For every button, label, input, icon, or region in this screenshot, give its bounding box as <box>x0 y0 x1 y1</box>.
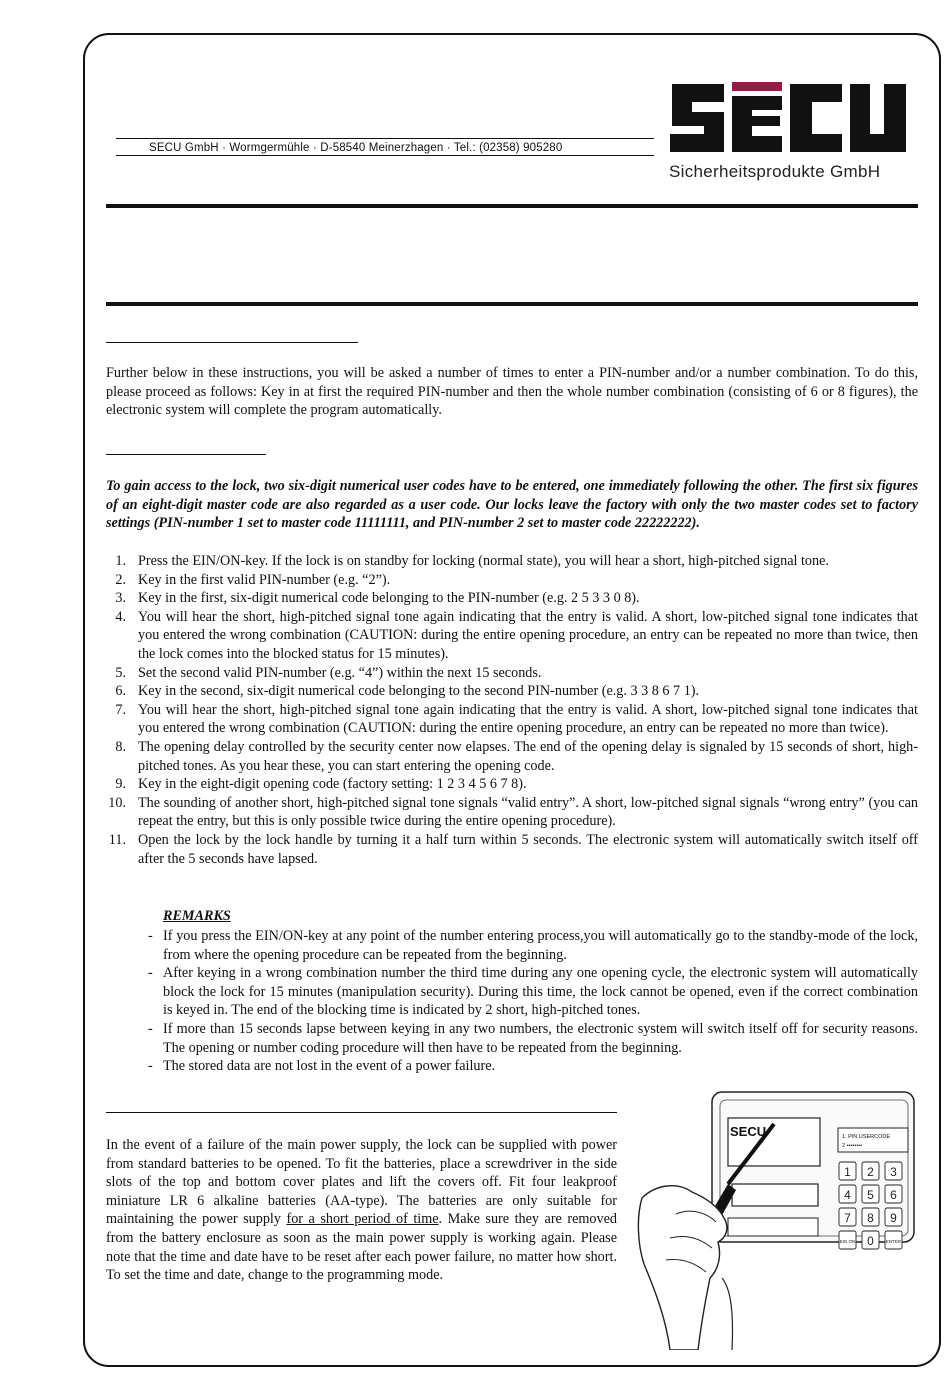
key-4: 4 <box>844 1188 851 1202</box>
key-1: 1 <box>844 1165 851 1179</box>
logo-subtitle: Sicherheitsprodukte GmbH <box>669 162 881 181</box>
list-item: 11. Open the lock by the lock handle by turning it a half turn within 5 seconds. The electronic system will automatically switch itself off after the 5 seconds have lapsed. <box>108 831 918 867</box>
list-item: 3. Key in the first, six-digit numerical code belonging to the PIN-number (e.g. 2 5 3 3 0 8). <box>115 590 640 607</box>
key-0: 0 <box>867 1234 874 1248</box>
key-ein-on: EIN ON <box>839 1239 856 1244</box>
header-rule-top <box>106 204 918 208</box>
list-item: 1. Press the EIN/ON-key. If the lock is on standby for locking (normal state), you will hear a short, high-pitched signal tone. <box>115 553 829 569</box>
key-enter: ENTER <box>885 1239 902 1244</box>
list-item: 2. Key in the first valid PIN-number (e.g. “2”). <box>115 571 391 588</box>
display-line-2: 2 •••••••• <box>842 1143 862 1149</box>
list-item: 5. Set the second valid PIN-number (e.g. “4”) within the next 15 seconds. <box>115 664 542 681</box>
key-9: 9 <box>890 1211 897 1225</box>
display-line-1: 1. PIN USERCODE <box>842 1134 890 1140</box>
key-5: 5 <box>867 1188 874 1202</box>
header-rule-bottom <box>106 302 918 306</box>
list-item: 6. Key in the second, six-digit numerical code belonging to the second PIN-number (e.g. 3 3 8 6 7 1). <box>115 683 700 700</box>
list-item: - If more than 15 seconds lapse between keying in any two numbers, the electronic system will switch itself off for security reasons. The opening or number coding procedure will then have to be repeated from the beginning. <box>148 1020 918 1056</box>
key-7: 7 <box>844 1211 851 1225</box>
list-item: - After keying in a wrong combination number the third time during any one opening cycle, the electronic system will automatically block the lock for 15 minutes (manipulation security). During this time, the lock cannot be opened, even if the correct combination is keyed in. The end of the blocking time is indicated by 2 short, high-pitched tones. <box>148 965 918 1019</box>
list-item: 4. You will hear the short, high-pitched signal tone again indicating that the entry is valid. A short, low-pitched signal tone indicates that you entered the wrong combination (CAUTION: during the entire opening procedure, an entry can be repeated no more than twice, then the lock comes into the blocked status for 15 minutes). <box>115 608 918 662</box>
lock-battery-illustration <box>636 1088 918 1350</box>
key-2: 2 <box>867 1165 874 1179</box>
list-item: 10. The sounding of another short, high-pitched signal tone signals “valid entry”. A short, low-pitched signal signals “wrong entry” (you can repeat the entry, but this is only possible twice during the entire opening procedure). <box>108 794 918 830</box>
list-item: 7. You will hear the short, high-pitched signal tone again indicating that the entry is valid. A short, low-pitched signal tone indicates that you entered the wrong combination (CAUTION: during the entire opening procedure, an entry can be repeated no more than twice). <box>115 701 918 737</box>
key-3: 3 <box>890 1165 897 1179</box>
remarks-list <box>146 927 918 1076</box>
illustration-brand: SECU <box>730 1124 767 1139</box>
section-rule-intro <box>106 342 358 343</box>
list-item: 9. Key in the eight-digit opening code (factory setting: 1 2 3 4 5 6 7 8). <box>115 776 527 793</box>
opening-steps-list <box>106 552 918 868</box>
section-rule-battery <box>106 1112 617 1113</box>
intro-paragraph: Further below in these instructions, you will be asked a number of times to enter a PIN-number and/or a number combination. To do this, please proceed as follows: Key in at first the required PIN-number and then the whole number combination (consisting of 6 or 8 figures), the electronic system will complete the program automatically. <box>106 365 918 419</box>
company-address-bar: SECU GmbH · Wormgermühle · D-58540 Meinerzhagen · Tel.: (02358) 905280 <box>116 138 654 156</box>
section-rule-opening <box>106 454 266 455</box>
key-8: 8 <box>867 1211 874 1225</box>
list-item: 8. The opening delay controlled by the security center now elapses. The end of the opening delay is signaled by 15 seconds of short, high-pitched tones. As you hear these, you can start entering the opening code. <box>115 738 918 774</box>
opening-lead-paragraph: To gain access to the lock, two six-digit numerical user codes have to be entered, one immediately following the other. The first six figures of an eight-digit master code are also regarded as a user code. Our locks leave the factory with only the two master codes set to factory settings (PIN-number 1 set to master code 11111111, and PIN-number 2 set to master code 22222222). <box>106 478 918 532</box>
underlined-phrase: for a short period of time <box>286 1211 439 1228</box>
battery-paragraph: In the event of a failure of the main power supply, the lock can be supplied with power from standard batteries to be opened. To fit the batteries, place a screwdriver in the side slots of the top and bottom cover plates and lift the covers off. Fit four leakproof miniature LR 6 alkaline batteries (AA-type). The batteries are only suitable for maintaining the power supply for a short period of time. Make sure they are removed from the battery enclosure as soon as the main power supply is working again. Please note that the time and date have to be reset after each power failure, no matter how short. To set the time and date, change to the programming mode. <box>106 1137 617 1284</box>
key-6: 6 <box>890 1188 897 1202</box>
list-item: - If you press the EIN/ON-key at any point of the number entering process,you will automatically go to the standby-mode of the lock, from where the opening procedure can be repeated from the beginning. <box>148 928 918 963</box>
remarks-heading: REMARKS <box>163 908 231 924</box>
list-item: - The stored data are not lost in the event of a power failure. <box>148 1058 496 1075</box>
